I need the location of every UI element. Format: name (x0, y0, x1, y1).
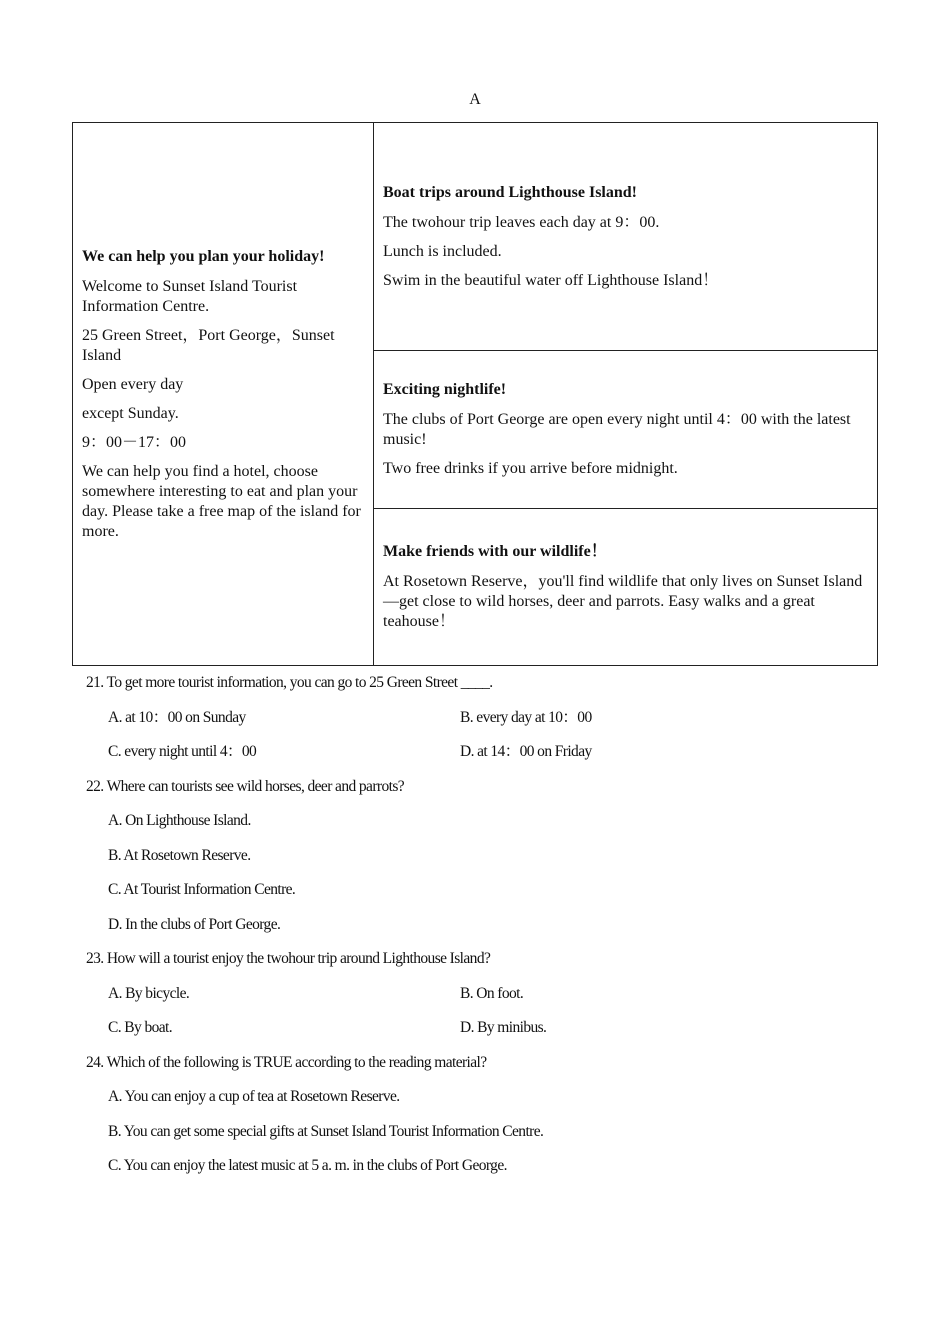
option-c: C. At Tourist Information Centre. (108, 881, 296, 899)
question-21 (86, 666, 886, 770)
option-a: A. By bicycle. (108, 984, 190, 1002)
option-b: B. At Rosetown Reserve. (108, 846, 251, 864)
nightlife-line: The clubs of Port George are open every night until 4：00 with the latest music! (383, 411, 851, 448)
tourist-centre-except: except Sunday. (82, 404, 179, 422)
boat-trips-line: Swim in the beautiful water off Lighthouse Island！ (383, 271, 719, 289)
tourist-centre-address: 25 Green Street，Port George，Sunset Island (82, 326, 335, 364)
question-23 (86, 942, 886, 1046)
section-letter: A (469, 91, 481, 108)
question-stem: 21. To get more tourist information, you can go to 25 Green Street ____. (86, 674, 493, 692)
option-c: C. By boat. (108, 1019, 173, 1037)
tourist-centre-heading: We can help you plan your holiday! (82, 247, 325, 265)
nightlife-panel (374, 351, 878, 509)
option-a: A. On Lighthouse Island. (108, 812, 251, 830)
option-d: D. By minibus. (460, 1019, 547, 1037)
tourist-centre-hours: 9：00－17：00 (82, 433, 187, 451)
boat-trips-heading: Boat trips around Lighthouse Island! (383, 183, 637, 201)
boat-trips-panel (374, 123, 878, 351)
option-c: C. You can enjoy the latest music at 5 a. m. in the clubs of Port George. (108, 1157, 507, 1175)
option-c: C. every night until 4：00 (108, 743, 257, 761)
wildlife-heading: Make friends with our wildlife！ (383, 543, 607, 560)
questions-section (86, 666, 886, 1184)
tourist-centre-panel (73, 123, 374, 666)
option-b: B. On foot. (460, 984, 524, 1002)
wildlife-panel (374, 509, 878, 666)
option-d: D. In the clubs of Port George. (108, 915, 281, 933)
option-b: B. every day at 10：00 (460, 708, 592, 726)
question-22 (86, 770, 886, 943)
nightlife-line: Two free drinks if you arrive before midnight. (383, 460, 678, 477)
question-stem: 22. Where can tourists see wild horses, deer and parrots? (86, 777, 405, 795)
nightlife-heading: Exciting nightlife! (383, 381, 507, 398)
wildlife-line: At Rosetown Reserve，you'll find wildlife that only lives on Sunset Island—get close to wild horses, deer and parrots. Easy walks and a great teahouse！ (383, 573, 863, 630)
option-d: D. at 14：00 on Friday (460, 743, 592, 761)
question-stem: 24. Which of the following is TRUE according to the reading material? (86, 1053, 487, 1071)
boat-trips-line: Lunch is included. (383, 242, 502, 260)
boat-trips-line: The twohour trip leaves each day at 9：00. (383, 213, 660, 231)
tourist-centre-help: We can help you find a hotel, choose somewhere interesting to eat and plan your day. Please take a free map of the island for more. (82, 462, 361, 540)
option-a: A. at 10：00 on Sunday (108, 708, 246, 726)
question-stem: 23. How will a tourist enjoy the twohour trip around Lighthouse Island? (86, 950, 491, 968)
tourist-centre-open-days: Open every day (82, 375, 184, 393)
question-24 (86, 1046, 886, 1184)
option-a: A. You can enjoy a cup of tea at Rosetown Reserve. (108, 1088, 400, 1106)
tourist-centre-welcome: Welcome to Sunset Island Tourist Information Centre. (82, 277, 298, 315)
option-b: B. You can get some special gifts at Sunset Island Tourist Information Centre. (108, 1122, 544, 1140)
info-table (72, 122, 878, 666)
